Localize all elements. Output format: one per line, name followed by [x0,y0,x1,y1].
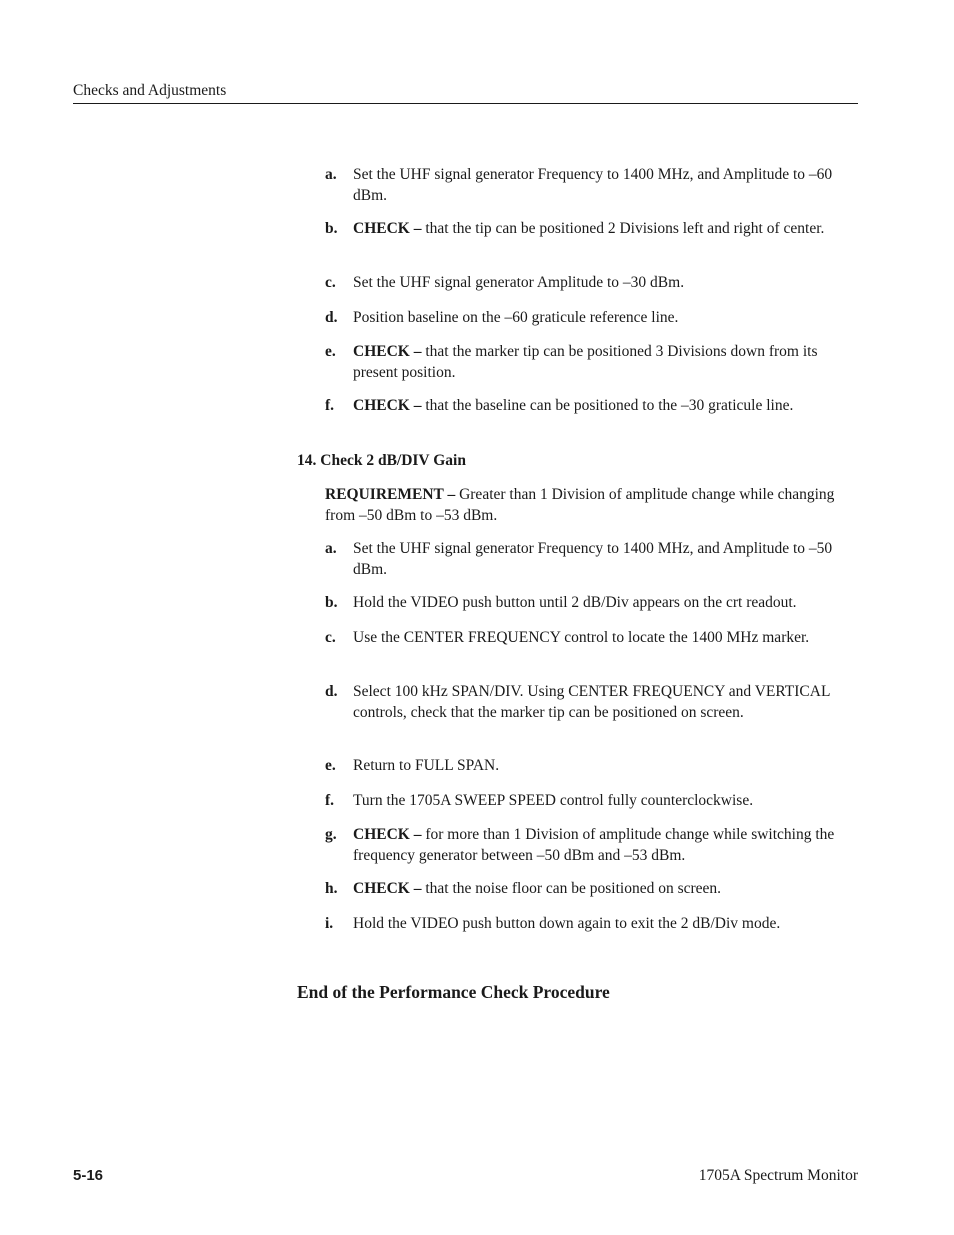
step-letter: f. [325,397,335,414]
step-e [325,756,860,777]
step-letter: i. [325,915,334,932]
step-b [325,219,860,240]
step-text: Use the CENTER FREQUENCY control to locate the 1400 MHz marker. [353,629,810,646]
step-a [325,539,860,580]
step-letter: b. [325,594,338,611]
step-letter: a. [325,540,337,557]
step-text: Select 100 kHz SPAN/DIV. Using CENTER FREQUENCY and VERTICAL controls, check that the marker tip can be positioned on screen. [353,683,830,721]
step-h [325,879,860,900]
page-number: 5-16 [73,1167,104,1184]
step-text: Turn the 1705A SWEEP SPEED control fully counterclockwise. [353,792,754,809]
step-d [325,682,860,723]
step-text: Set the UHF signal generator Frequency to 1400 MHz, and Amplitude to –60 dBm. [353,166,833,204]
step-text: Set the UHF signal generator Amplitude to –30 dBm. [353,274,685,291]
step-text: that the noise floor can be positioned on screen. [425,880,722,897]
requirement [325,485,835,526]
step-text: Hold the VIDEO push button down again to exit the 2 dB/Div mode. [353,915,781,932]
step-lead: CHECK – [353,397,422,414]
requirement-lead: REQUIREMENT – [325,486,456,503]
step-lead: CHECK – [353,343,422,360]
end-of-procedure-title: End of the Performance Check Procedure [297,982,610,1002]
step-i [325,914,860,935]
step-letter: b. [325,220,338,237]
step-lead: CHECK – [353,880,422,897]
step-text: for more than 1 Division of amplitude change while switching the frequency generator between –50 dBm and –53 dBm. [353,826,835,864]
header-rule [73,103,858,104]
step-b [325,593,860,614]
step-c [325,628,860,649]
section-14-title: 14. Check 2 dB/DIV Gain [297,452,466,469]
step-text: Hold the VIDEO push button until 2 dB/Div appears on the crt readout. [353,594,797,611]
step-text: Position baseline on the –60 graticule reference line. [353,309,679,326]
step-g [325,825,860,866]
step-letter: d. [325,309,338,326]
step-letter: e. [325,757,336,774]
step-text: that the marker tip can be positioned 3 Divisions down from its present position. [353,343,818,381]
step-letter: h. [325,880,338,897]
step-letter: a. [325,166,337,183]
step-letter: g. [325,826,337,843]
step-f [325,791,860,812]
step-c [325,273,860,294]
step-d [325,308,860,329]
step-letter: e. [325,343,336,360]
step-letter: f. [325,792,335,809]
step-f [325,396,860,417]
page-header-text: Checks and Adjustments [73,82,227,99]
step-text: Return to FULL SPAN. [353,757,500,774]
step-text: that the tip can be positioned 2 Divisions left and right of center. [425,220,825,237]
step-text: Set the UHF signal generator Frequency to 1400 MHz, and Amplitude to –50 dBm. [353,540,833,578]
step-letter: c. [325,274,336,291]
requirement-text: Greater than 1 Division of amplitude change while changing from –50 dBm to –53 dBm. [325,486,835,524]
step-lead: CHECK – [353,220,422,237]
manual-title: 1705A Spectrum Monitor [698,1167,858,1184]
step-e [325,342,860,383]
step-letter: d. [325,683,338,700]
step-lead: CHECK – [353,826,422,843]
step-text: that the baseline can be positioned to the –30 graticule line. [425,397,794,414]
step-a [325,165,860,206]
step-letter: c. [325,629,336,646]
